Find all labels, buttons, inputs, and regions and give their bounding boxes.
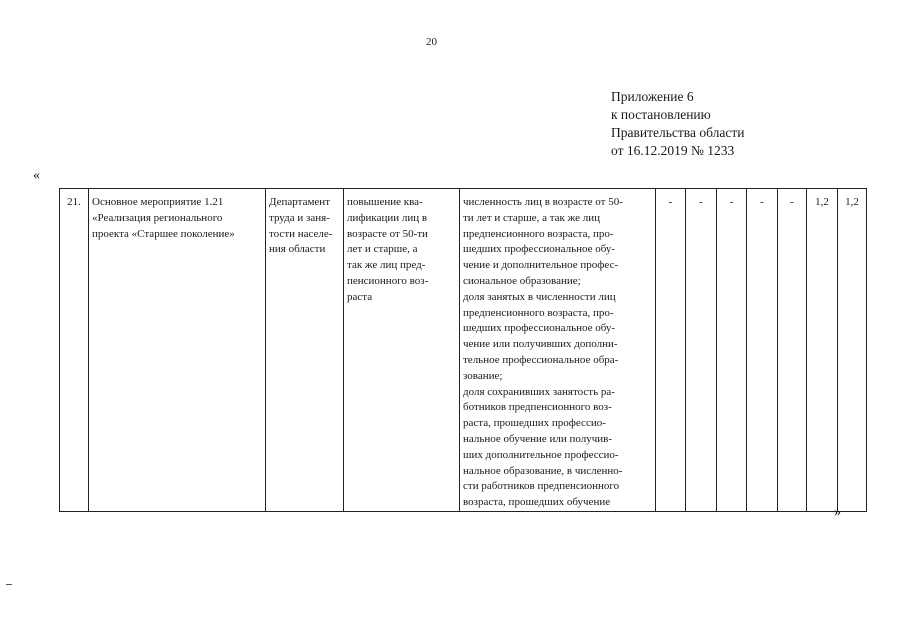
event-cell: [89, 189, 266, 512]
value-cell: -: [717, 189, 747, 512]
event-line: Основное мероприятие 1.21: [92, 196, 224, 208]
indicator-line: сиональное образование;: [463, 274, 581, 287]
event-line: проекта «Старшее поколение»: [92, 227, 235, 240]
result-line: пенсионного воз-: [347, 274, 429, 287]
indicator-line: чение и дополнительное профес-: [463, 259, 619, 272]
indicator-line: ших дополнительное профессио-: [463, 448, 619, 461]
appendix-line: Правительства области: [611, 125, 745, 140]
result-line: раста: [347, 290, 373, 303]
executor-cell: [266, 189, 344, 512]
indicator-line: нальное обучение или получив-: [463, 432, 613, 445]
indicator-cell: [460, 189, 656, 512]
indicator-line: шедших профессиональное обу-: [463, 322, 616, 335]
event-line: «Реализация регионального: [92, 211, 223, 224]
executor-line: ния области: [269, 243, 326, 256]
scan-edge-mark: [6, 584, 12, 585]
page-number: 20: [426, 36, 437, 48]
indicator-line: предпенсионного возраста, про-: [463, 227, 614, 240]
indicator-line: зование;: [463, 369, 503, 382]
indicator-line: доля занятых в численности лиц: [463, 290, 616, 303]
result-line: возрасте от 50-ти: [347, 227, 428, 240]
value-cell: -: [686, 189, 717, 512]
indicator-line: ботников предпенсионного воз-: [463, 401, 612, 414]
value-cell: 1,2: [838, 189, 867, 512]
appendix-line: от 16.12.2019 № 1233: [611, 143, 735, 158]
result-line: лет и старше, а: [347, 243, 418, 256]
indicator-line: доля сохранивших занятость ра-: [463, 385, 615, 398]
measures-table: [59, 188, 867, 512]
appendix-header: [611, 88, 744, 160]
indicator-line: ти лет и старше, а так же лиц: [463, 211, 600, 224]
indicator-line: раста, прошедших профессио-: [463, 417, 606, 430]
closing-quote: »: [834, 505, 841, 520]
indicator-line: чение или получивших дополни-: [463, 338, 618, 351]
table-row: [60, 189, 867, 512]
indicator-line: нальное образование, в численно-: [463, 464, 623, 477]
row-number-cell: 21.: [60, 189, 89, 512]
executor-line: тости населе-: [269, 227, 333, 240]
indicator-line: шедших профессиональное обу-: [463, 243, 616, 256]
appendix-line: Приложение 6: [611, 89, 694, 104]
indicator-line: численность лиц в возрасте от 50-: [463, 196, 623, 208]
indicator-line: возраста, прошедших обучение: [463, 496, 611, 509]
indicator-line: сти работников предпенсионного: [463, 480, 620, 493]
indicator-line: тельное профессиональное обра-: [463, 353, 619, 366]
executor-line: труда и заня-: [269, 211, 330, 224]
indicator-line: предпенсионного возраста, про-: [463, 306, 614, 319]
result-line: так же лиц пред-: [347, 259, 426, 272]
value-cell: 1,2: [807, 189, 838, 512]
opening-quote: «: [33, 168, 40, 183]
value-cell: -: [778, 189, 807, 512]
value-cell: -: [747, 189, 778, 512]
value-cell: -: [656, 189, 686, 512]
result-line: лификации лиц в: [347, 211, 428, 224]
appendix-line: к постановлению: [611, 107, 711, 122]
result-line: повышение ква-: [347, 196, 423, 208]
result-cell: [344, 189, 460, 512]
executor-line: Департамент: [269, 196, 331, 208]
